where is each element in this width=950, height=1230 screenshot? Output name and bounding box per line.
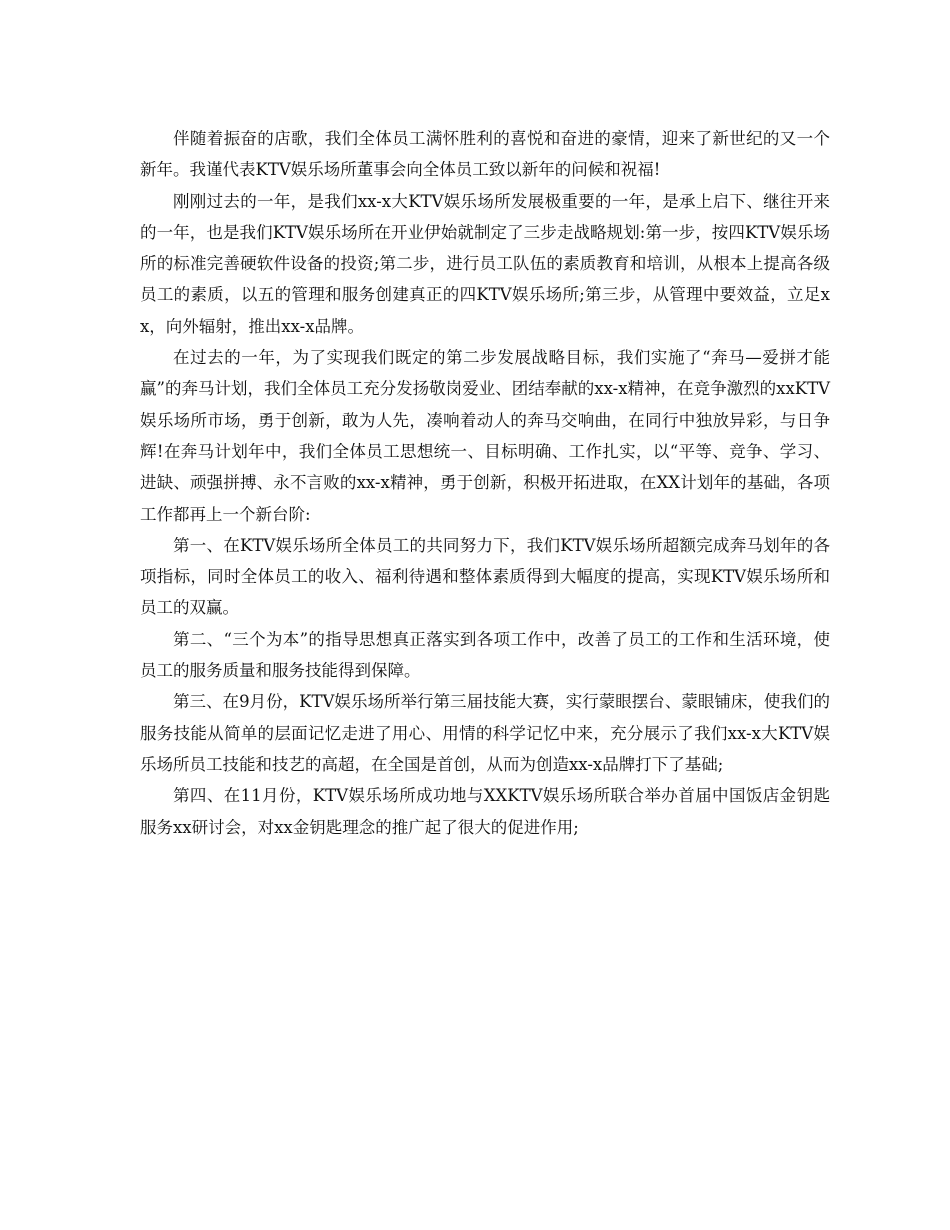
paragraph-horse-plan: 在过去的一年，为了实现我们既定的第二步发展战略目标，我们实施了“奔马—爱拼才能赢”的奔马计划，我们全体员工充分发扬敬岗爱业、团结奉献的xx-x精神，在竞争激烈的xxKTV娱乐场所市场，勇于创新，敢为人先，凑响着动人的奔马交响曲，在同行中独放异彩，与日争辉!在奔马计划年中，我们全体员工思想统一、目标明确、工作扎实，以“平等、竞争、学习、进缺、顽强拼搏、永不言败的xx-x精神，勇于创新，积极开拓进取，在XX计划年的基础，各项工作都再上一个新台阶: — [140, 348, 830, 524]
paragraph-achievement-fourth: 第四、在11月份，KTV娱乐场所成功地与XXKTV娱乐场所联合举办首届中国饭店金钥匙服务xx研讨会，对xx金钥匙理念的推广起了很大的促进作用; — [140, 786, 830, 837]
paragraph-achievement-first: 第一、在KTV娱乐场所全体员工的共同努力下，我们KTV娱乐场所超额完成奔马划年的各项指标，同时全体员工的收入、福利待遇和整体素质得到大幅度的提高，实现KTV娱乐场所和员工的双赢。 — [140, 535, 830, 618]
document-body — [140, 123, 830, 843]
paragraph-new-year-greeting: 伴随着振奋的店歌，我们全体员工满怀胜利的喜悦和奋进的豪情，迎来了新世纪的又一个新年。我谨代表KTV娱乐场所董事会向全体员工致以新年的问候和祝福! — [140, 129, 830, 180]
paragraph-achievement-second: 第二、“三个为本”的指导思想真正落实到各项工作中，改善了员工的工作和生活环境，使员工的服务质量和服务技能得到保障。 — [140, 629, 830, 681]
paragraph-achievement-third: 第三、在9月份，KTV娱乐场所举行第三届技能大赛，实行蒙眼摆台、蒙眼铺床，使我们的服务技能从简单的层面记忆走进了用心、用情的科学记忆中来，充分展示了我们xx-x大KTV娱乐场所员工技能和技艺的高超，在全国是首创，从而为创造xx-x品牌打下了基础; — [140, 692, 830, 774]
paragraph-three-step-strategy: 刚刚过去的一年，是我们xx-x大KTV娱乐场所发展极重要的一年，是承上启下、继往开来的一年，也是我们KTV娱乐场所在开业伊始就制定了三步走战略规划:第一步，按四KTV娱乐场所的标准完善硬软件设备的投资;第二步，进行员工队伍的素质教育和培训，从根本上提高各级员工的素质，以五的管理和服务创建真正的四KTV娱乐场所;第三步，从管理中要效益，立足xx，向外辐射，推出xx-x品牌。 — [140, 191, 830, 336]
